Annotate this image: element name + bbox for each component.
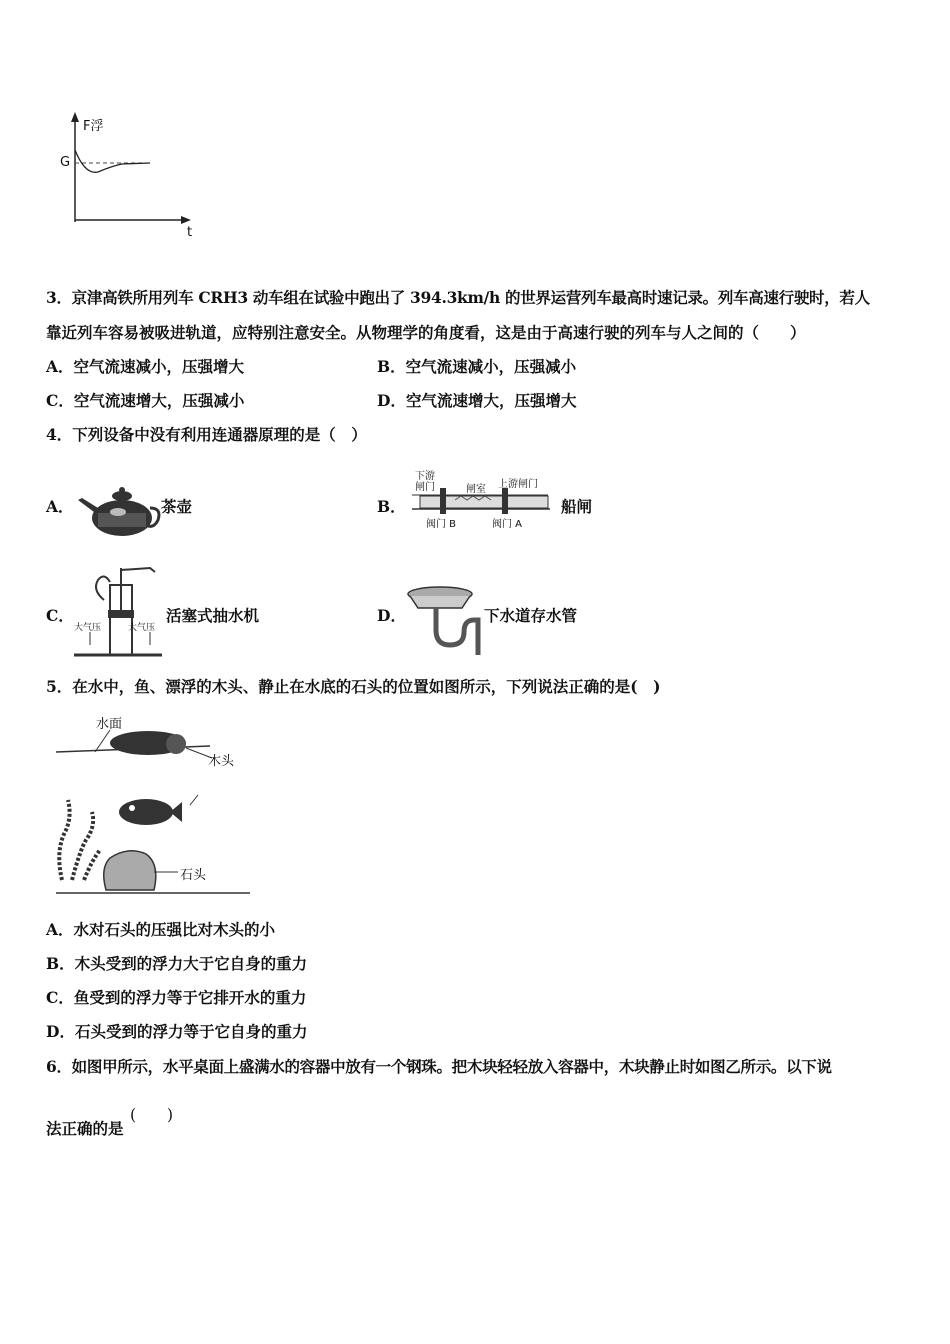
q5-option-d: D．石头受到的浮力等于它自身的重力 [46, 1022, 308, 1041]
stone-label: 石头 [180, 868, 207, 883]
q4-option-d-letter: D． [377, 606, 406, 625]
q6-answer-paren: ( ) [130, 1106, 174, 1124]
q4-option-a-label: 茶壶 [161, 497, 193, 516]
q3-option-c: C．空气流速增大，压强减小 [46, 391, 245, 410]
q3-option-a: A．空气流速减小，压强增大 [46, 357, 245, 376]
q5-option-c: C．鱼受到的浮力等于它排开水的重力 [46, 988, 307, 1007]
lock-down-gate-label2: 闸门 [415, 482, 435, 493]
q3-option-d: D．空气流速增大，压强增大 [377, 391, 577, 410]
q5-stem: 5．在水中，鱼、漂浮的木头、静止在水底的石头的位置如图所示，下列说法正确的是( ) [46, 677, 661, 696]
water-surface-label: 水面 [96, 717, 123, 732]
pump-right-label: 大气压 [128, 623, 156, 633]
lock-valve-a-label: 阀门 A [492, 519, 523, 530]
q4-option-c-letter: C． [46, 606, 74, 625]
q3-line2: 靠近列车容易被吸进轨道，应特别注意安全。从物理学的角度看，这是由于高速行驶的列车与人之间的（ ） [46, 323, 806, 342]
q4-option-a-letter: A． [46, 497, 74, 516]
q4-option-d-label: 下水道存水管 [484, 606, 578, 625]
y-axis-label: F浮 [83, 119, 104, 134]
lock-down-gate-label: 下游 [415, 471, 435, 482]
q3-line1: 3．京津高铁所用列车 CRH3 动车组在试验中跑出了 394.3km/h 的世界运营列车最高时速记录。列车高速行驶时，若人 [46, 288, 870, 307]
q6-line1: 6．如图甲所示，水平桌面上盛满水的容器中放有一个钢珠。把木块轻轻放入容器中，木块静止时如图乙所示。以下说 [46, 1057, 832, 1076]
lock-chamber-label: 闸室 [466, 484, 486, 495]
q4-option-b-letter: B． [377, 497, 406, 516]
g-label: G [60, 155, 71, 170]
q4-stem: 4．下列设备中没有利用连通器原理的是（ ） [46, 425, 367, 444]
q5-option-b: B．木头受到的浮力大于它自身的重力 [46, 954, 308, 973]
lock-up-gate-label: 上游闸门 [498, 479, 538, 490]
q4-option-c-label: 活塞式抽水机 [166, 606, 260, 625]
q6-line2: 法正确的是 [46, 1119, 124, 1138]
x-axis-label: t [187, 225, 193, 240]
wood-label: 木头 [208, 754, 235, 769]
q5-option-a: A．水对石头的压强比对木头的小 [46, 920, 276, 939]
pump-left-label: 大气压 [74, 623, 102, 633]
lock-valve-b-label: 阀门 B [426, 519, 457, 530]
q4-option-b-label: 船闸 [561, 497, 593, 516]
q3-option-b: B．空气流速减小，压强减小 [377, 357, 577, 376]
